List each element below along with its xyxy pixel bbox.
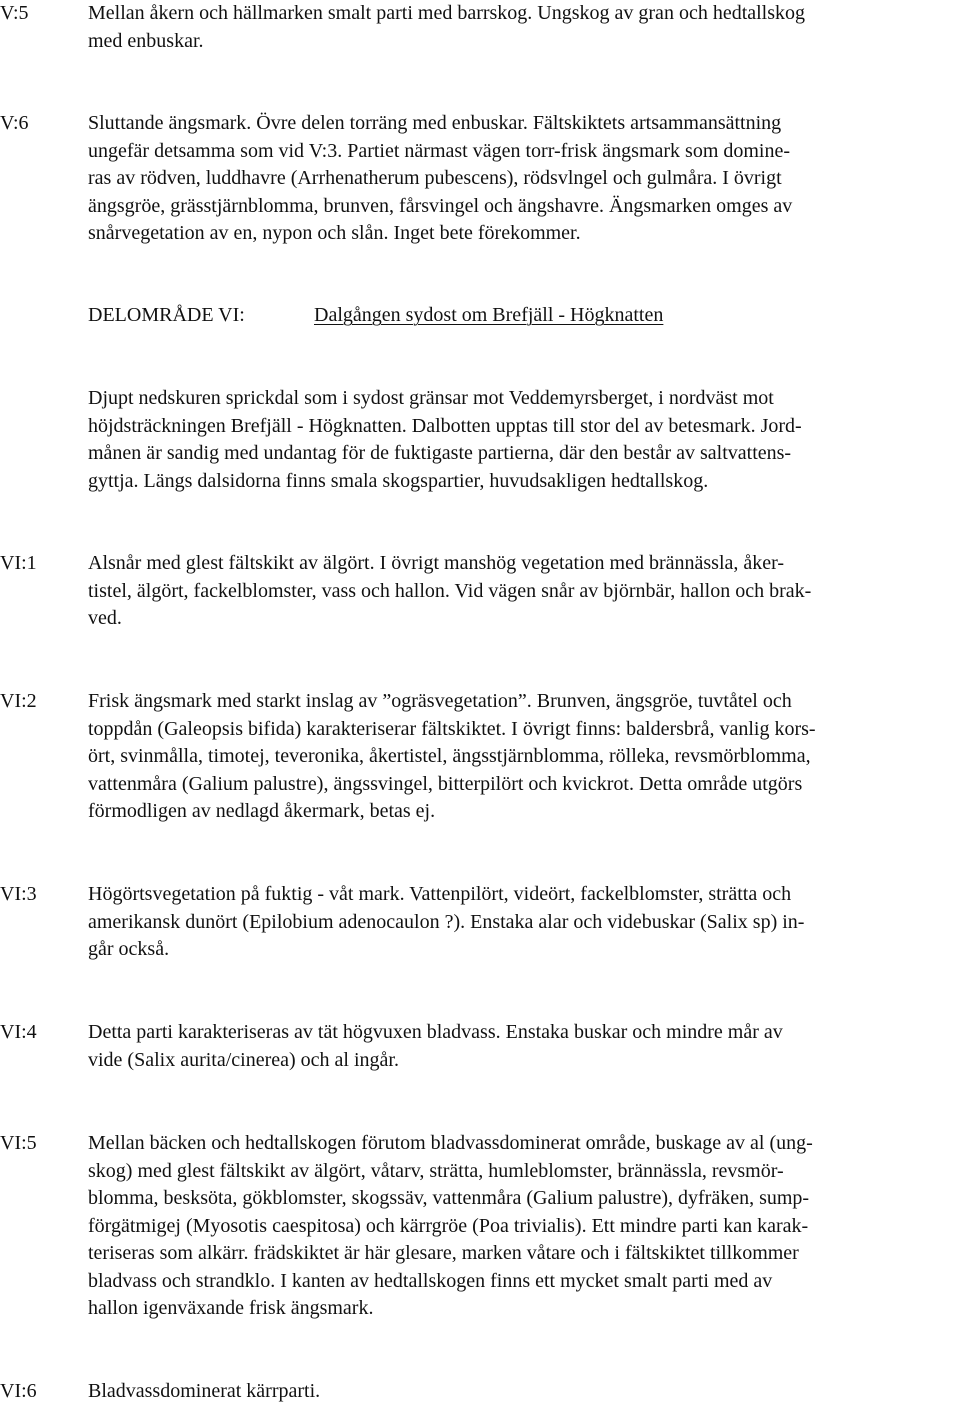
section-label: DELOMRÅDE VI:	[88, 304, 245, 326]
entry-text	[88, 110, 954, 248]
text-line: Mellan åkern och hällmarken smalt parti med barrskog. Ungskog av gran och hedtallskog	[88, 2, 806, 24]
text-line: Alsnår med glest fältskikt av älgört. I övrigt manshög vegetation med brännässla, åker-	[88, 552, 785, 574]
text-line: höjdsträckningen Brefjäll - Högknatten. Dalbotten upptas till stor del av betesmark. Jord-	[88, 414, 802, 437]
entry-text	[88, 1378, 954, 1406]
section-title: Dalgången sydost om Brefjäll - Högknatten	[314, 304, 664, 326]
text-line: toppdån (Galeopsis bifida) karakteriserar fältskiktet. I övrigt finns: baldersbrå, vanlig kors-	[88, 717, 816, 740]
text-line: teriseras som alkärr. frädskiktet är här glesare, marken våtare och i fältskiktet tillkommer	[88, 1242, 799, 1264]
text-line: amerikansk dunört (Epilobium adenocaulon ?). Enstaka alar och videbuskar (Salix sp) in-	[88, 910, 805, 933]
section-intro	[88, 385, 954, 495]
entry-text	[88, 1019, 954, 1074]
entry-text	[88, 0, 954, 55]
text-line: gyttja. Längs dalsidorna finns smala skogspartier, huvudsakligen hedtallskog.	[88, 469, 709, 492]
text-line: hallon igenväxande frisk ängsmark.	[88, 1297, 374, 1319]
entry-label: VI:6	[0, 1380, 37, 1402]
text-line: ört, svinmålla, timotej, teveronika, åkertistel, ängsstjärnblomma, rölleka, revsmörblomma,	[88, 745, 811, 767]
text-line: månen är sandig med undantag för de fuktigaste partierna, där den består av saltvattens-	[88, 442, 792, 464]
entry-label: VI:3	[0, 883, 37, 905]
text-line: vide (Salix aurita/cinerea) och al ingår.	[88, 1048, 399, 1071]
text-line: bladvass och strandklo. I kanten av hedtallskogen finns ett mycket smalt parti med av	[88, 1269, 773, 1292]
entry-label: VI:2	[0, 690, 37, 712]
entry-text	[88, 881, 954, 964]
entry-text	[88, 1130, 954, 1323]
entry-text	[88, 550, 954, 633]
text-line: ungefär detsamma som vid V:3. Partiet närmast vägen torr-frisk ängsmark som domine-	[88, 139, 791, 162]
text-line: ved.	[88, 607, 122, 629]
entry-label: V:6	[0, 112, 29, 134]
text-line: skog) med glest fältskikt av älgört, våtarv, strätta, humleblomster, brännässla, revsmör-	[88, 1159, 784, 1182]
text-line: blomma, besksöta, gökblomster, skogssäv, vattenmåra (Galium palustre), dyfräken, sump-	[88, 1187, 810, 1209]
text-line: snårvegetation av en, nypon och slån. Inget bete förekommer.	[88, 222, 581, 244]
text-line: förmodligen av nedlagd åkermark, betas ej.	[88, 800, 436, 822]
text-line: Bladvassdominerat kärrparti.	[88, 1380, 321, 1402]
text-line: ängsgröe, grässtjärnblomma, brunven, fårsvingel och ängshavre. Ängsmarken omges av	[88, 194, 793, 217]
text-line: förgätmigej (Myosotis caespitosa) och kärrgröe (Poa trivialis). Ett mindre parti kan karak-	[88, 1214, 809, 1237]
entry-label: VI:1	[0, 552, 37, 574]
text-line: går också.	[88, 938, 170, 960]
text-line: ras av rödven, luddhavre (Arrhenatherum pubescens), rödsvlngel och gulmåra. I övrigt	[88, 167, 782, 189]
text-line: Högörtsvegetation på fuktig - våt mark. Vattenpilört, videört, fackelblomster, strätta och	[88, 883, 792, 905]
entry-text	[88, 688, 954, 826]
entry-label: V:5	[0, 2, 29, 24]
entry-label: VI:5	[0, 1132, 37, 1154]
text-line: vattenmåra (Galium palustre), ängssvingel, bitterpilört och kvickrot. Detta område utgörs	[88, 772, 803, 795]
text-line: Djupt nedskuren sprickdal som i sydost gränsar mot Veddemyrsberget, i nordväst mot	[88, 387, 774, 409]
text-line: Mellan bäcken och hedtallskogen förutom bladvassdominerat område, buskage av al (ung-	[88, 1132, 813, 1154]
entry-label: VI:4	[0, 1021, 37, 1043]
text-line: med enbuskar.	[88, 29, 204, 52]
text-line: Sluttande ängsmark. Övre delen torräng med enbuskar. Fältskiktets artsammansättning	[88, 112, 782, 134]
text-line: Detta parti karakteriseras av tät högvuxen bladvass. Enstaka buskar och mindre mår av	[88, 1021, 783, 1043]
text-line: tistel, älgört, fackelblomster, vass och hallon. Vid vägen snår av björnbär, hallon och brak-	[88, 579, 812, 602]
text-line: Frisk ängsmark med starkt inslag av ”ogräsvegetation”. Brunven, ängsgröe, tuvtåtel och	[88, 690, 792, 712]
